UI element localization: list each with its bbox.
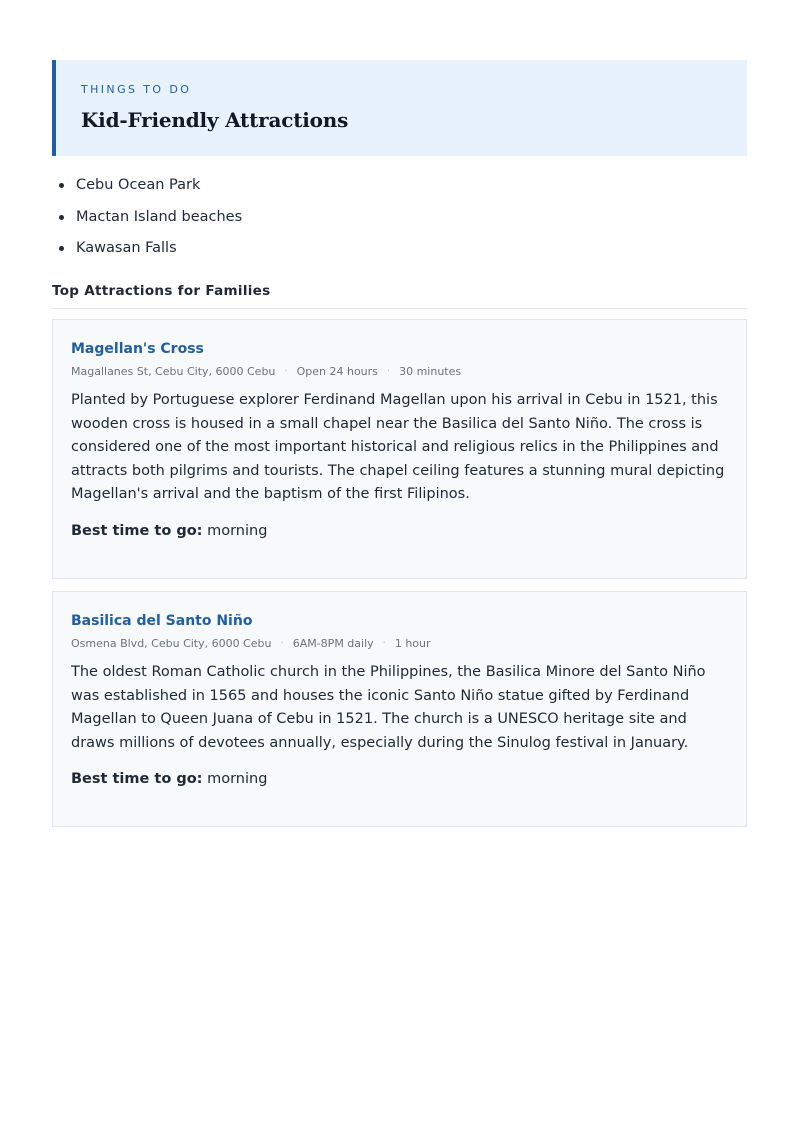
section-eyebrow: THINGS TO DO	[81, 83, 192, 96]
separator-dot-icon: ·	[284, 366, 288, 377]
attraction-meta	[71, 637, 728, 651]
bullet-icon	[59, 246, 64, 251]
attraction-duration: 30 minutes	[399, 365, 462, 378]
attraction-hours: Open 24 hours	[296, 365, 378, 378]
attraction-address: Osmena Blvd, Cebu City, 6000 Cebu	[71, 637, 272, 650]
best-time	[71, 768, 728, 790]
list-item-label: Cebu Ocean Park	[76, 177, 201, 193]
attraction-card-magellans-cross	[52, 319, 747, 579]
attraction-card-basilica-del-santo-nino	[52, 591, 747, 827]
separator-dot-icon: ·	[280, 638, 284, 649]
attraction-description: The oldest Roman Catholic church in the Philippines, the Basilica Minore del Santo Niño was established in 1565 and houses the iconic Santo Niño statue gifted by Ferdinand Magellan to Queen Juana of Cebu in 1521. The church is a UNESCO heritage site and draws millions of devotees annually, especially during the Sinulog festival in January.	[71, 664, 706, 751]
separator-dot-icon: ·	[386, 366, 391, 377]
best-time-value: morning	[207, 771, 268, 787]
list-item	[52, 174, 747, 196]
bullet-icon	[59, 183, 64, 188]
page-title: Kid-Friendly Attractions	[81, 108, 349, 132]
attraction-name: Basilica del Santo Niño	[71, 613, 253, 629]
list-item-label: Mactan Island beaches	[76, 209, 243, 225]
attraction-hours: 6AM-8PM daily	[292, 637, 374, 650]
bullet-icon	[59, 215, 64, 220]
best-time-value: morning	[207, 522, 268, 539]
section-header	[52, 60, 747, 156]
list-item	[52, 206, 747, 228]
best-time-label: Best time to go:	[71, 522, 203, 539]
attraction-description: Planted by Portuguese explorer Ferdinand Magellan upon his arrival in Cebu in 1521, this wooden cross is housed in a small chapel near the Basilica del Santo Niño. The cross is considered one of the most important historical and religious relics in the Philippines and attracts both pilgrims and tourists. The chapel ceiling features a stunning mural depicting Magellan's arrival and the baptism of the first Filipinos.	[71, 392, 725, 502]
attraction-name: Magellan's Cross	[71, 341, 204, 357]
kid-friendly-list	[52, 174, 747, 259]
list-item-label: Kawasan Falls	[76, 240, 177, 256]
attraction-duration: 1 hour	[394, 637, 431, 650]
list-item	[52, 237, 747, 259]
page	[52, 60, 747, 827]
section-title: Top Attractions for Families	[52, 282, 747, 309]
attraction-meta	[71, 365, 728, 379]
attraction-address: Magallanes St, Cebu City, 6000 Cebu	[71, 365, 276, 378]
separator-dot-icon: ·	[382, 638, 386, 649]
best-time	[71, 520, 728, 542]
best-time-label: Best time to go:	[71, 771, 203, 787]
